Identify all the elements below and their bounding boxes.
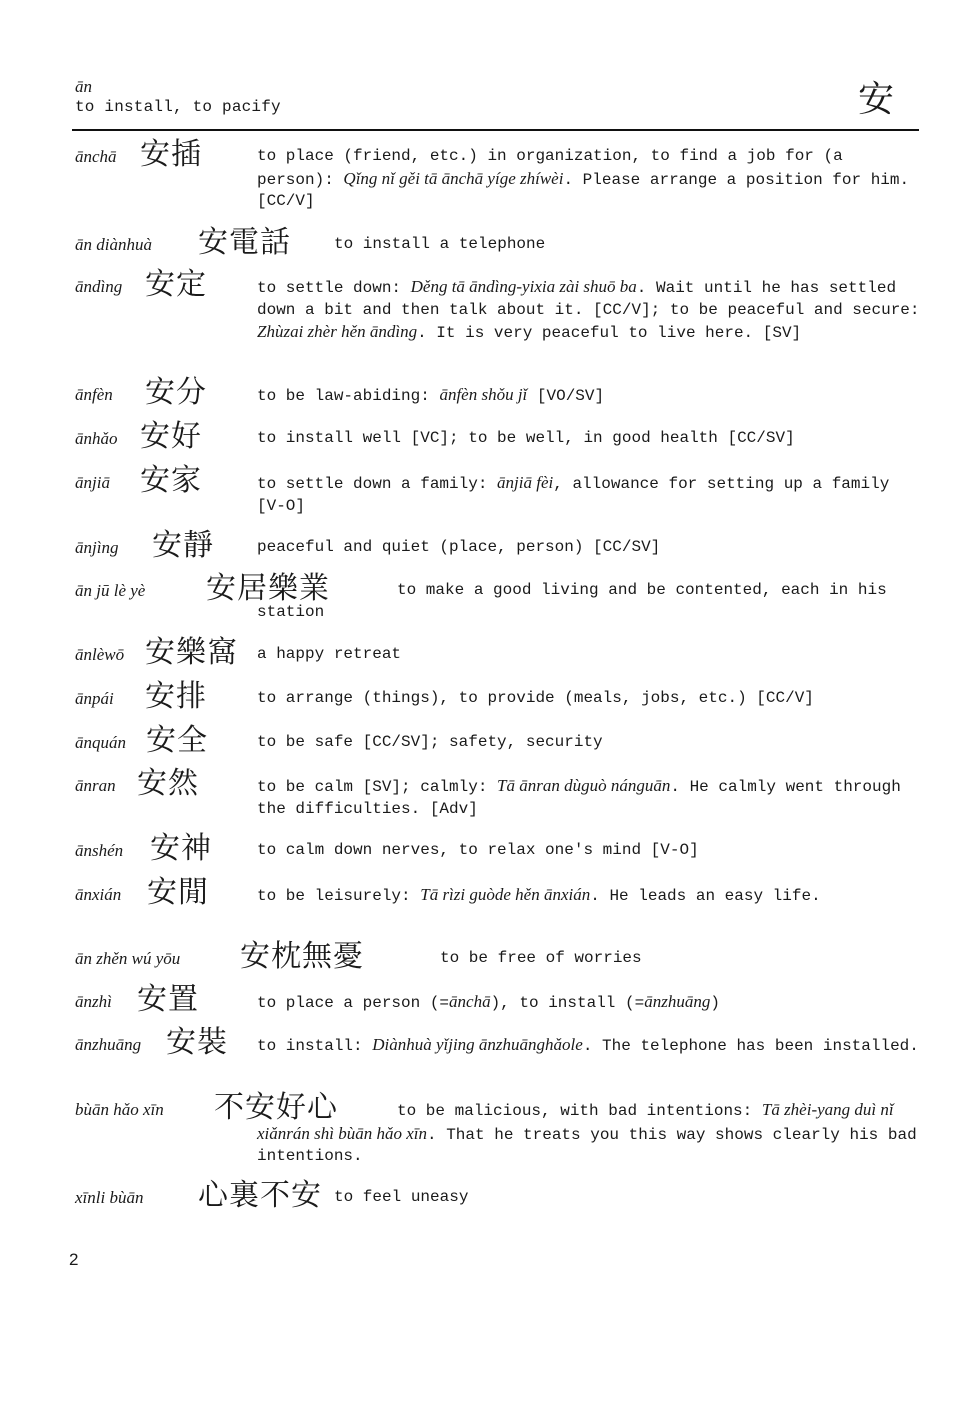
definition-text: to feel uneasy xyxy=(334,1188,469,1206)
example-sentence: Děng tā āndìng-yixia zài shuō ba xyxy=(410,277,637,296)
definition-text: to be calm [SV]; calmly: xyxy=(257,778,498,796)
entry-definition xyxy=(334,234,924,256)
definition-text: , allowance for setting up a family [V-O] xyxy=(257,475,899,515)
entry-pinyin: ānquán xyxy=(75,733,126,752)
example-sentence: Zhùzai zhèr hěn āndìng xyxy=(257,322,418,341)
example-sentence: ānchā xyxy=(449,992,491,1011)
entry-hanzi: 安全 xyxy=(146,723,208,758)
entry-pinyin: ānhǎo xyxy=(75,429,118,448)
definition-text: [VO/SV] xyxy=(527,387,605,405)
entry-definition xyxy=(257,884,922,908)
entry-definition xyxy=(257,775,922,820)
header-gloss: to install, to pacify xyxy=(75,98,281,116)
entry-hanzi: 不安好心 xyxy=(214,1090,338,1125)
entry-hanzi: 安靜 xyxy=(152,528,214,563)
entry-definition xyxy=(257,688,922,710)
definition-text: to place (friend, etc.) in organization, to find a job for (a person): xyxy=(257,147,853,189)
entry-definition xyxy=(257,732,922,754)
entry-pinyin: ānchā xyxy=(75,147,117,166)
header-character: 安 xyxy=(858,79,895,120)
definition-text: to settle down: xyxy=(257,279,411,297)
definition-text: . He calmly went through the difficulties. [Adv] xyxy=(257,778,911,818)
entry-pinyin: ānxián xyxy=(75,885,122,904)
example-sentence: Diànhuà yǐjing ānzhuānghǎole xyxy=(372,1035,583,1054)
definition-text: . That he treats you this way shows clearly his bad intentions. xyxy=(257,1125,927,1165)
example-sentence: ānjiā fèi xyxy=(497,473,554,492)
entry-definition xyxy=(257,948,922,970)
definition-text: to be malicious, with bad intentions: xyxy=(397,1102,762,1120)
entry-hanzi: 安電話 xyxy=(198,225,291,260)
definition-text: a happy retreat xyxy=(257,645,402,663)
page-number: 2 xyxy=(69,1250,79,1269)
entry-hanzi: 心裏不安 xyxy=(198,1178,322,1213)
header-divider xyxy=(72,129,919,131)
definition-text: to place a person (= xyxy=(257,994,450,1012)
example-sentence: Qǐng nǐ gěi tā ānchā yíge zhíwèi xyxy=(343,168,564,188)
entry-definition xyxy=(257,384,922,408)
definition-text: to be law-abiding: xyxy=(257,387,440,405)
entry-hanzi: 安枕無憂 xyxy=(240,939,364,974)
entry-pinyin: ān zhěn wú yōu xyxy=(75,949,181,968)
entry-definition xyxy=(257,537,922,559)
entry-pinyin: ānjiā xyxy=(75,473,110,492)
definition-text: . Please arrange a position for him. [CC/V] xyxy=(257,170,919,210)
entry-hanzi: 安閒 xyxy=(147,875,209,910)
entry-pinyin: ānran xyxy=(75,776,116,795)
definition-text: to install a telephone xyxy=(334,235,546,253)
example-sentence: Tā rìzi guòde hěn ānxián xyxy=(420,885,591,904)
entry-pinyin: ānzhì xyxy=(75,992,112,1011)
entry-pinyin: ānpái xyxy=(75,689,114,708)
example-sentence: ānfèn shǒu jǐ xyxy=(439,385,528,404)
entry-pinyin: ānzhuāng xyxy=(75,1035,142,1054)
definition-text: to be free of worries xyxy=(440,949,642,967)
entry-hanzi: 安居樂業 xyxy=(206,571,330,606)
definition-text: to make a good living and be contented, each in his station xyxy=(257,581,897,621)
entry-hanzi: 安裝 xyxy=(166,1025,228,1060)
entry-hanzi: 安神 xyxy=(150,831,212,866)
entry-hanzi: 安置 xyxy=(137,982,199,1017)
example-sentence: Tā zhèi-yang duì nǐ xiǎnrán shì bùān hǎo xīn xyxy=(257,1100,898,1143)
entry-hanzi: 安定 xyxy=(145,267,207,302)
definition-text: to be safe [CC/SV]; safety, security xyxy=(257,733,603,751)
entry-pinyin: ānfèn xyxy=(75,385,113,404)
entry-definition xyxy=(257,580,922,623)
example-sentence: ānzhuāng xyxy=(644,992,711,1011)
definition-text: . He leads an easy life. xyxy=(590,887,821,905)
entry-definition xyxy=(257,276,930,345)
entry-definition xyxy=(257,428,922,450)
entry-pinyin: ān diànhuà xyxy=(75,235,152,254)
definition-text: ) xyxy=(710,994,720,1012)
entry-hanzi: 安排 xyxy=(145,679,207,714)
entry-definition xyxy=(257,840,922,862)
entry-hanzi: 安分 xyxy=(145,375,207,410)
entry-pinyin: xīnli bùān xyxy=(75,1188,144,1207)
entry-pinyin: ānlèwō xyxy=(75,645,125,664)
entry-hanzi: 安然 xyxy=(137,766,199,801)
definition-text: peaceful and quiet (place, person) [CC/SV] xyxy=(257,538,661,556)
example-sentence: Tā ānran dùguò nánguān xyxy=(497,776,671,795)
entry-pinyin: ānshén xyxy=(75,841,124,860)
definition-text: to install: xyxy=(257,1037,373,1055)
entry-definition xyxy=(257,1099,927,1168)
entry-pinyin: ānjìng xyxy=(75,538,119,557)
definition-text: . Wait until he has settled down a bit and then talk about it. [CC/V]; to be peaceful and secure: xyxy=(257,279,930,319)
definition-text: to arrange (things), to provide (meals, jobs, etc.) [CC/V] xyxy=(257,689,814,707)
entry-definition xyxy=(257,991,922,1015)
definition-text: . It is very peaceful to live here. [SV] xyxy=(417,324,802,342)
entry-hanzi: 安樂窩 xyxy=(145,635,238,670)
definition-text: to settle down a family: xyxy=(257,475,498,493)
entry-hanzi: 安家 xyxy=(140,463,202,498)
entry-definition xyxy=(257,472,922,517)
entry-definition xyxy=(257,1034,922,1058)
entry-pinyin: bùān hǎo xīn xyxy=(75,1100,164,1119)
entry-hanzi: 安插 xyxy=(140,137,202,172)
entry-pinyin: āndìng xyxy=(75,277,123,296)
entry-definition xyxy=(334,1187,924,1209)
definition-text: to be leisurely: xyxy=(257,887,421,905)
header-pinyin: ān xyxy=(75,77,92,96)
entry-pinyin: ān jū lè yè xyxy=(75,581,146,600)
definition-text: to install well [VC]; to be well, in good health [CC/SV] xyxy=(257,429,795,447)
entry-definition xyxy=(257,644,922,666)
definition-text: . The telephone has been installed. xyxy=(582,1037,919,1055)
entry-definition xyxy=(257,146,922,213)
definition-text: ), to install (= xyxy=(490,994,645,1012)
entry-hanzi: 安好 xyxy=(140,419,202,454)
definition-text: to calm down nerves, to relax one's mind [V-O] xyxy=(257,841,699,859)
